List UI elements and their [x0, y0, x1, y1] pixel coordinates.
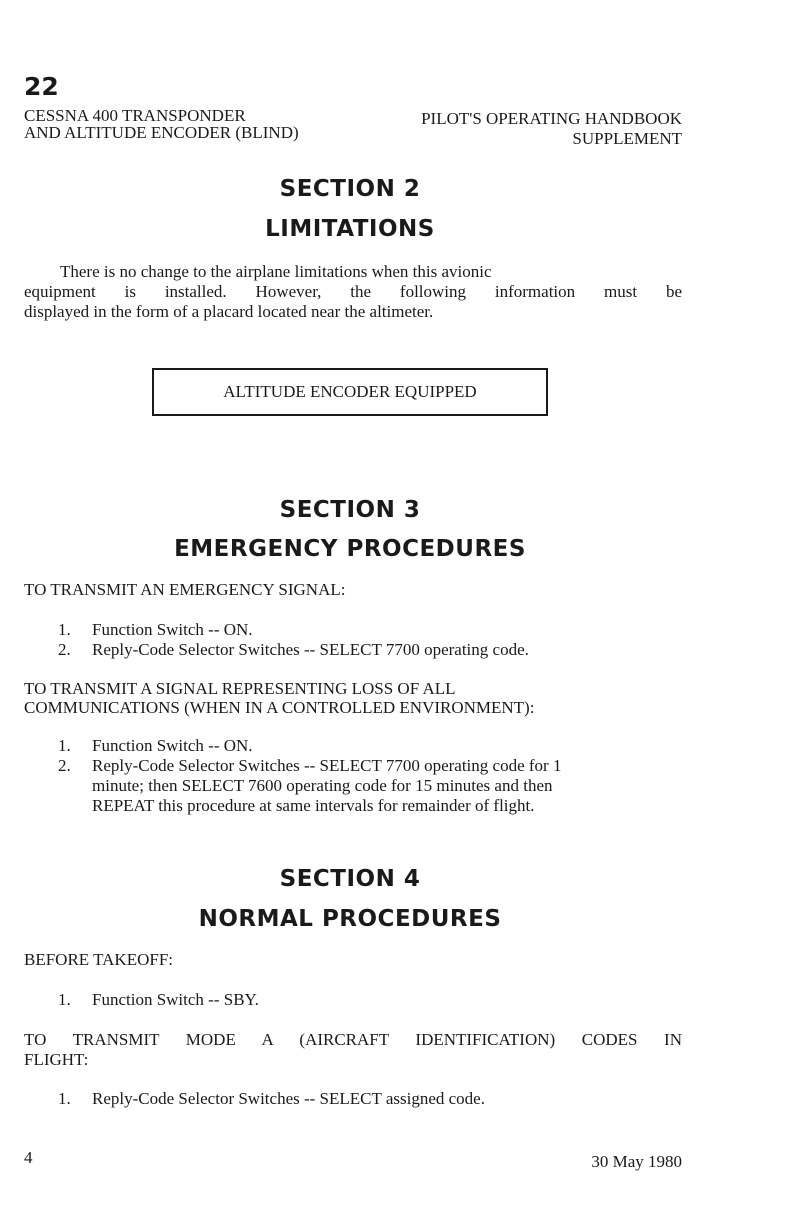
section3-proc2-heading-line1: TO TRANSMIT A SIGNAL REPRESENTING LOSS OF ALL — [24, 679, 456, 698]
section4-proc2-heading-line1: TO TRANSMIT MODE A (AIRCRAFT IDENTIFICATION) CODES IN — [24, 1030, 682, 1049]
section3-proc2-heading-line2: COMMUNICATIONS (WHEN IN A CONTROLLED ENVIRONMENT): — [24, 698, 535, 717]
section4-proc1-heading: BEFORE TAKEOFF: — [24, 950, 173, 969]
section4-subtitle: NORMAL PROCEDURES — [198, 906, 502, 932]
footer-page-number: 4 — [24, 1148, 33, 1167]
section4-proc1-item1-num: 1. — [58, 990, 71, 1009]
section3-proc2-item1-text: Function Switch -- ON. — [92, 736, 253, 755]
section2-subtitle: LIMITATIONS — [265, 216, 435, 242]
header-right-line2: SUPPLEMENT — [572, 129, 682, 148]
section3-proc2-item2-line3: REPEAT this procedure at same intervals for remainder of flight. — [92, 796, 535, 815]
placard — [152, 368, 548, 416]
section3-title: SECTION 3 — [279, 497, 421, 523]
section2-title: SECTION 2 — [279, 176, 421, 202]
section3-proc2-item1-num: 1. — [58, 736, 71, 755]
section2-paragraph-line1: There is no change to the airplane limitations when this avionic — [60, 262, 492, 281]
header-left-line1: CESSNA 400 TRANSPONDER — [24, 106, 246, 125]
section3-subtitle: EMERGENCY PROCEDURES — [174, 536, 526, 562]
placard-text: ALTITUDE ENCODER EQUIPPED — [223, 382, 477, 401]
section4-proc2-item1-num: 1. — [58, 1089, 71, 1108]
section4-title: SECTION 4 — [279, 866, 421, 892]
section3-proc1-item1-text: Function Switch -- ON. — [92, 620, 253, 639]
header-left-line2: AND ALTITUDE ENCODER (BLIND) — [24, 123, 299, 142]
section3-proc1-item2-text: Reply-Code Selector Switches -- SELECT 7700 operating code. — [92, 640, 529, 659]
footer-date: 30 May 1980 — [591, 1152, 682, 1171]
section3-proc2-item2-num: 2. — [58, 756, 71, 775]
section4-proc2-item1-text: Reply-Code Selector Switches -- SELECT assigned code. — [92, 1089, 485, 1108]
section2-paragraph-line3: displayed in the form of a placard located near the altimeter. — [24, 302, 434, 321]
section3-proc1-item2-num: 2. — [58, 640, 71, 659]
section3-proc2-item2-line1: Reply-Code Selector Switches -- SELECT 7700 operating code for 1 — [92, 756, 562, 775]
section2-paragraph-line2: equipment is installed. However, the following information must be — [24, 282, 682, 301]
section4-proc1-item1-text: Function Switch -- SBY. — [92, 990, 259, 1009]
header-right-line1: PILOT'S OPERATING HANDBOOK — [421, 109, 682, 128]
section3-proc2-item2-line2: minute; then SELECT 7600 operating code for 15 minutes and then — [92, 776, 553, 795]
section3-proc1-heading: TO TRANSMIT AN EMERGENCY SIGNAL: — [24, 580, 346, 599]
section4-proc2-heading-line2: FLIGHT: — [24, 1050, 89, 1069]
section3-proc1-item1-num: 1. — [58, 620, 71, 639]
page-number-top: 22 — [24, 72, 59, 101]
